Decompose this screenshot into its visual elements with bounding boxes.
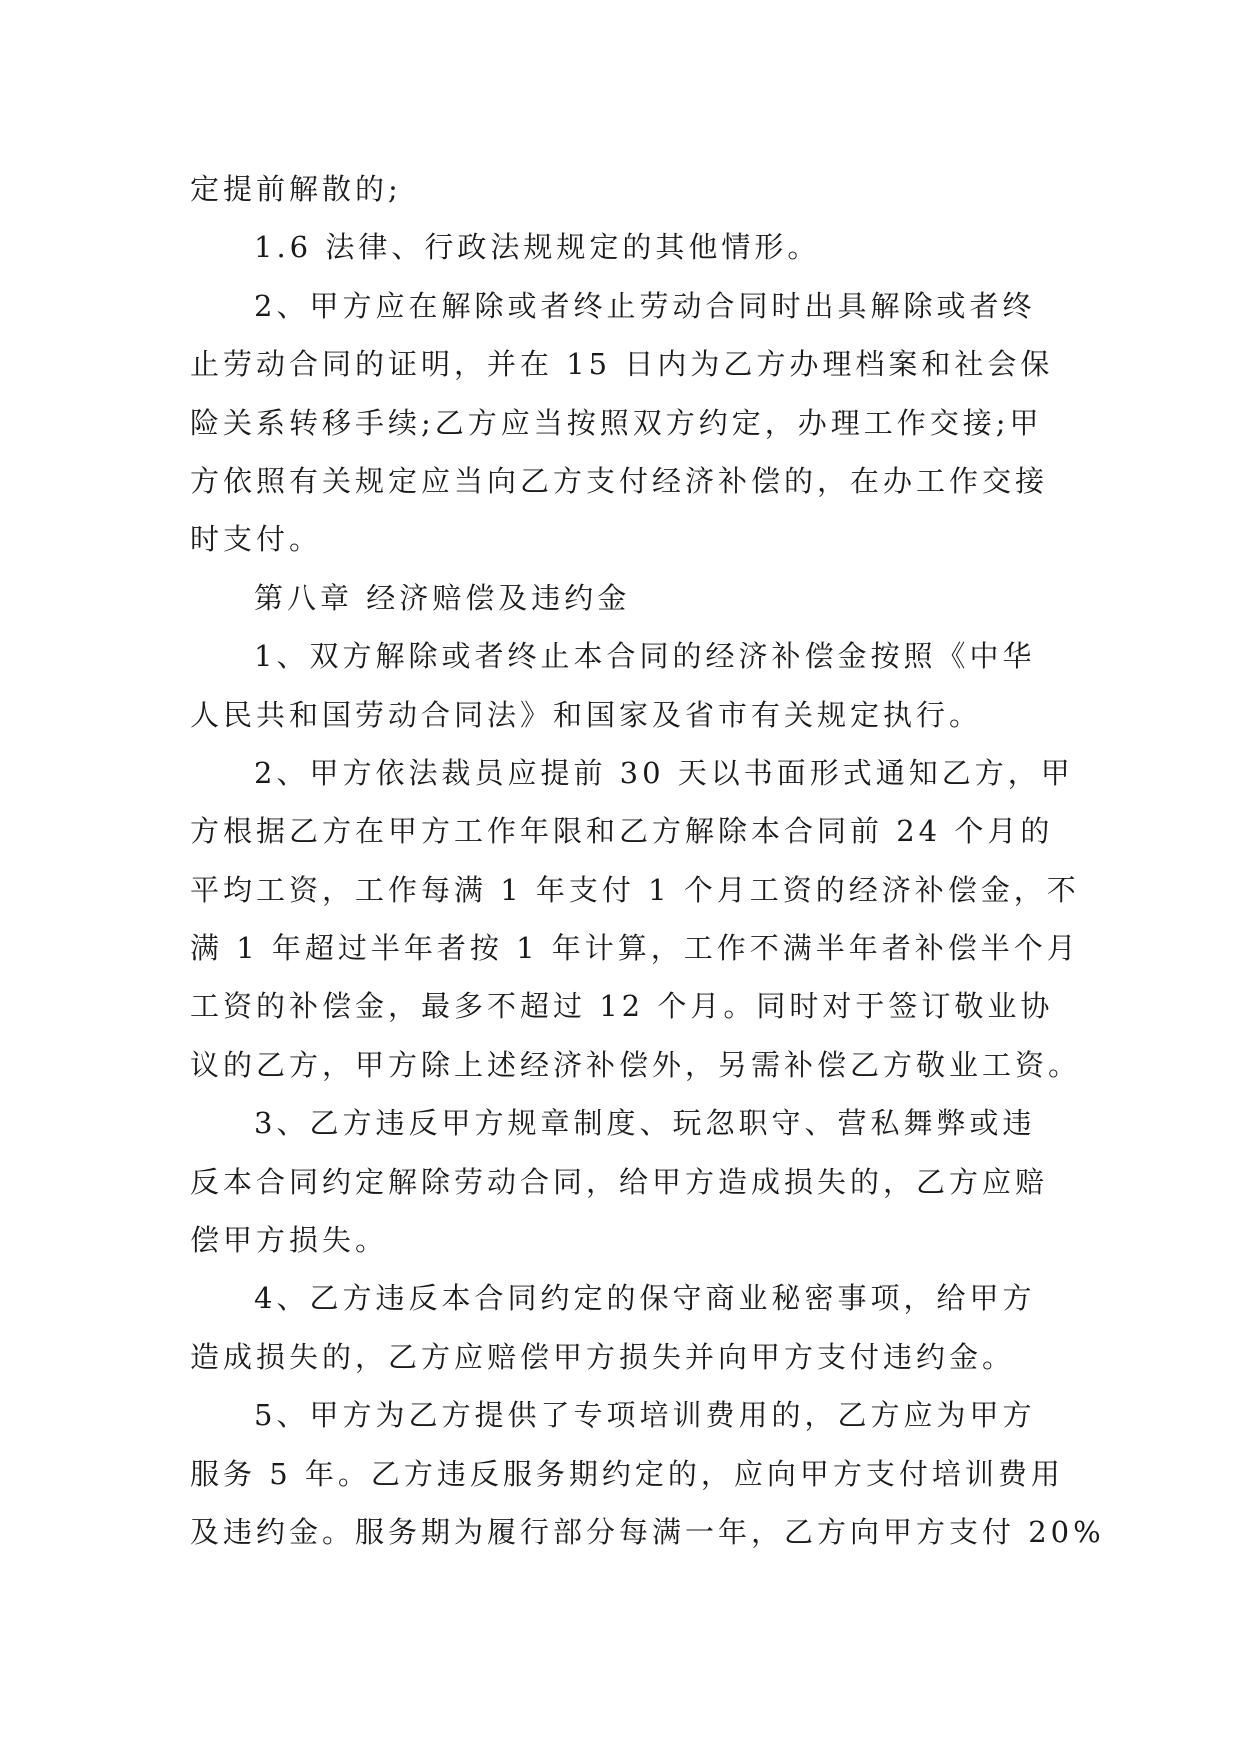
document-page: [190, 160, 1105, 1561]
text-line: 造成损失的，乙方应赔偿甲方损失并向甲方支付违约金。: [190, 1339, 1016, 1374]
text-line: 工资的补偿金，最多不超过 12 个月。同时对于签订敬业协: [190, 989, 1054, 1024]
text-line: 偿甲方损失。: [190, 1223, 389, 1258]
text-line: 1.6 法律、行政法规规定的其他情形。: [254, 230, 821, 265]
text-line: 2、甲方依法裁员应提前 30 天以书面形式通知乙方，甲: [254, 755, 1074, 790]
chapter-heading: 第八章 经济赔偿及违约金: [254, 580, 631, 615]
text-line: 反本合同约定解除劳动合同，给甲方造成损失的，乙方应赔: [190, 1164, 1049, 1199]
text-line: 止劳动合同的证明，并在 15 日内为乙方办理档案和社会保: [190, 347, 1054, 382]
text-line: 议的乙方，甲方除上述经济补偿外，另需补偿乙方敬业工资。: [190, 1047, 1082, 1082]
text-line: 定提前解散的;: [190, 172, 402, 206]
text-line: 2、甲方应在解除或者终止劳动合同时出具解除或者终: [254, 288, 1036, 323]
text-line: 4、乙方违反本合同约定的保守商业秘密事项，给甲方: [254, 1281, 1036, 1316]
text-line: 1、双方解除或者终止本合同的经济补偿金按照《中华: [254, 639, 1036, 674]
text-line: 满 1 年超过半年者按 1 年计算，工作不满半年者补偿半个月: [190, 931, 1080, 966]
text-line: 3、乙方违反甲方规章制度、玩忽职守、营私舞弊或违: [254, 1106, 1036, 1141]
text-line: 人民共和国劳动合同法》和国家及省市有关规定执行。: [190, 697, 983, 732]
text-line: 时支付。: [190, 522, 323, 557]
text-line: 5、甲方为乙方提供了专项培训费用的，乙方应为甲方: [254, 1398, 1036, 1433]
text-line: 方根据乙方在甲方工作年限和乙方解除本合同前 24 个月的: [190, 814, 1054, 849]
text-line: 服务 5 年。乙方违反服务期约定的，应向甲方支付培训费用: [190, 1456, 1064, 1491]
text-line: 平均工资，工作每满 1 年支付 1 个月工资的经济补偿金，不: [190, 872, 1080, 907]
text-line: 及违约金。服务期为履行部分每满一年，乙方向甲方支付 20%: [190, 1514, 1105, 1549]
text-line: 方依照有关规定应当向乙方支付经济补偿的，在办工作交接: [190, 463, 1049, 498]
text-line: 险关系转移手续;乙方应当按照双方约定，办理工作交接;甲: [190, 405, 1043, 440]
